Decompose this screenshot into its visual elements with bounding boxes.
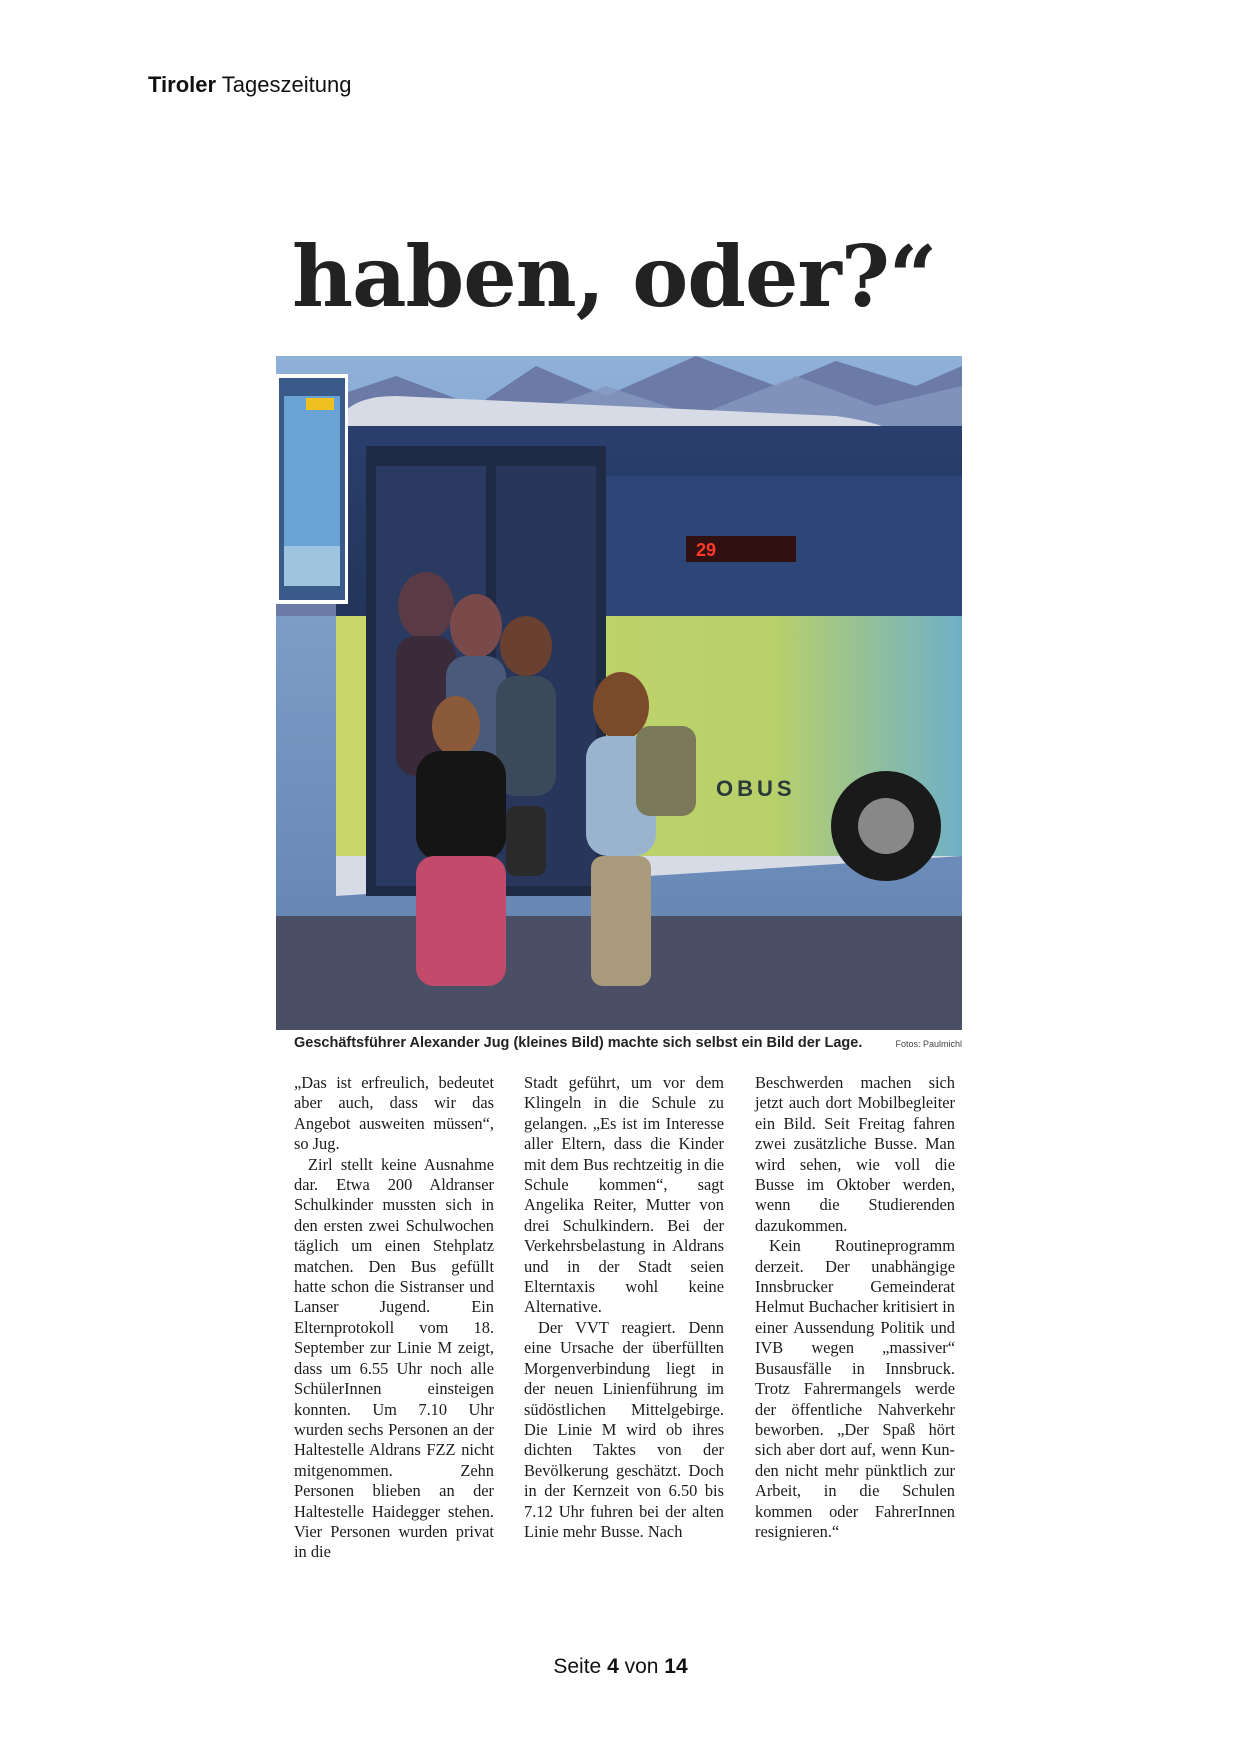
newspaper-header	[148, 72, 351, 98]
paragraph: Der VVT reagiert. Denn eine Ursache der überfüllten Morgenverbindung liegt in der neuen Linienführung im südöstlichen Mittelgebirge. Die Linie M wird ob ihres dichten Taktes von der Bevölkerung geschätzt. Doch in der Kernzeit von 6.50 bis 7.12 Uhr fuhren bei der alten Linie mehr Busse. Nach	[524, 1317, 724, 1541]
article-column-1	[294, 1073, 494, 1563]
article-column-3	[755, 1073, 955, 1542]
article-photo	[276, 356, 962, 1030]
article-column-2	[524, 1073, 724, 1542]
footer-mid: von	[624, 1655, 659, 1678]
article-body	[294, 1073, 964, 1573]
article-headline: haben, oder?“	[292, 227, 937, 326]
paragraph: Beschwerden machen sich jetzt auch dort Mobilbegleiter ein Bild. Seit Freitag fahren zwei zusätzliche Busse. Man wird sehen, wie voll die Busse im Oktober werden, wenn die Studierenden dazukommen.	[755, 1073, 955, 1235]
brand-bold: Tiroler	[148, 72, 217, 97]
brand-rest: Tageszeitung	[221, 72, 352, 97]
paragraph: Kein Routineprogramm derzeit. Der unabhängige Innsbrucker Gemeinderat Helmut Buchacher kritisiert in einer Aussendung Politik und IVB wegen „massiver“ Busausfälle in Innsbruck. Trotz Fahrermangels werde der öffentliche Nahverkehr beworben. „Der Spaß hört sich aber dort auf, wenn Kunden nicht mehr pünktlich zur Arbeit, in die Schulen kommen oder FahrerInnen resignieren.“	[755, 1236, 955, 1541]
paragraph: „Das ist erfreulich, bedeutet aber auch, dass wir das Angebot ausweiten müssen“, so Jug.	[294, 1073, 494, 1154]
page-footer	[0, 1655, 1241, 1679]
paragraph: Zirl stellt keine Ausnahme dar. Etwa 200 Aldranser Schulkinder mussten sich in den ersten zwei Schulwochen täglich um einen Stehplatz matchen. Den Bus gefüllt hatte schon die Sistranser und Lanser Jugend. Ein Elternprotokoll vom 18. September zur Linie M zeigt, dass um 6.55 Uhr noch alle SchülerInnen einsteigen konnten. Um 7.10 Uhr wurden sechs Personen an der Haltestelle Aldrans FZZ nicht mitgenommen. Zehn Personen blieben an der Haltestelle Haidegger stehen. Vier Personen wurden privat in die	[294, 1154, 494, 1562]
total-pages: 14	[664, 1655, 688, 1678]
photo-credit: Fotos: Paulmichl	[895, 1039, 962, 1049]
photo-caption	[294, 1035, 962, 1059]
caption-text: Geschäftsführer Alexander Jug (kleines Bild) machte sich selbst ein Bild der Lage.	[294, 1035, 863, 1051]
paragraph: Stadt geführt, um vor dem Klingeln in die Schule zu gelangen. „Es ist im Interesse aller Eltern, dass die Kinder mit dem Bus rechtzeitig in die Schule kommen“, sagt Angelika Reiter, Mutter von drei Schulkindern. Bei der Verkehrsbelastung in Aldrans und in der Stadt seien Elterntaxis wohl keine Alternative.	[524, 1073, 724, 1317]
footer-prefix: Seite	[553, 1655, 602, 1678]
bus-brand-text: OBUS	[716, 776, 796, 801]
current-page: 4	[607, 1655, 619, 1678]
bus-display-number: 29	[696, 540, 717, 560]
